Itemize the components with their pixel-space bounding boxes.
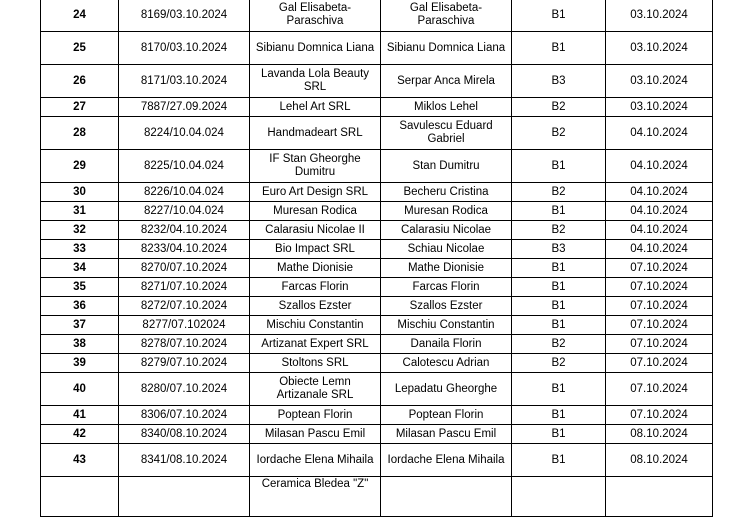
date-cell: 08.10.2024 (606, 425, 713, 444)
category-cell: B1 (512, 0, 606, 32)
date-cell: 04.10.2024 (606, 183, 713, 202)
document-number-cell: 8225/10.04.024 (119, 150, 250, 183)
category-cell: B1 (512, 444, 606, 477)
person-name-cell: Becheru Cristina (381, 183, 512, 202)
category-cell: B1 (512, 406, 606, 425)
category-cell: B1 (512, 150, 606, 183)
date-cell (606, 477, 713, 517)
date-cell: 03.10.2024 (606, 0, 713, 32)
applicant-name-cell: Muresan Rodica (250, 202, 381, 221)
date-cell: 03.10.2024 (606, 65, 713, 98)
person-name-cell (381, 477, 512, 517)
category-cell: B1 (512, 278, 606, 297)
person-name-cell: Calotescu Adrian (381, 354, 512, 373)
category-cell: B1 (512, 32, 606, 65)
document-number-cell: 8232/04.10.2024 (119, 221, 250, 240)
person-name-cell: Lepadatu Gheorghe (381, 373, 512, 406)
table-row (41, 335, 713, 354)
applicant-name-cell: Milasan Pascu Emil (250, 425, 381, 444)
date-cell: 04.10.2024 (606, 150, 713, 183)
category-cell: B2 (512, 335, 606, 354)
person-name-cell: Danaila Florin (381, 335, 512, 354)
applicant-name-cell: Sibianu Domnica Liana (250, 32, 381, 65)
document-number-cell: 8226/10.04.024 (119, 183, 250, 202)
person-name-cell: Serpar Anca Mirela (381, 65, 512, 98)
row-number-cell: 35 (41, 278, 119, 297)
row-number-cell: 42 (41, 425, 119, 444)
date-cell: 07.10.2024 (606, 373, 713, 406)
date-cell: 07.10.2024 (606, 278, 713, 297)
document-number-cell: 8272/07.10.2024 (119, 297, 250, 316)
applicant-name-cell: Gal Elisabeta-Paraschiva (250, 0, 381, 32)
date-cell: 07.10.2024 (606, 259, 713, 278)
row-number-cell: 31 (41, 202, 119, 221)
category-cell: B1 (512, 259, 606, 278)
row-number-cell: 37 (41, 316, 119, 335)
document-number-cell: 8227/10.04.024 (119, 202, 250, 221)
row-number-cell: 32 (41, 221, 119, 240)
document-number-cell: 8277/07.102024 (119, 316, 250, 335)
date-cell: 07.10.2024 (606, 354, 713, 373)
table-row (41, 477, 713, 517)
applicant-name-cell: Poptean Florin (250, 406, 381, 425)
date-cell: 04.10.2024 (606, 202, 713, 221)
table-row (41, 117, 713, 150)
person-name-cell: Stan Dumitru (381, 150, 512, 183)
applicant-name-cell: Szallos Ezster (250, 297, 381, 316)
row-number-cell: 40 (41, 373, 119, 406)
person-name-cell: Calarasiu Nicolae (381, 221, 512, 240)
document-number-cell: 8233/04.10.2024 (119, 240, 250, 259)
row-number-cell: 34 (41, 259, 119, 278)
document-number-cell: 8224/10.04.024 (119, 117, 250, 150)
person-name-cell: Farcas Florin (381, 278, 512, 297)
person-name-cell: Iordache Elena Mihaila (381, 444, 512, 477)
row-number-cell: 33 (41, 240, 119, 259)
table-row (41, 354, 713, 373)
table-row (41, 425, 713, 444)
date-cell: 03.10.2024 (606, 98, 713, 117)
applicant-name-cell: Stoltons SRL (250, 354, 381, 373)
table-row (41, 316, 713, 335)
registry-table-body (41, 0, 713, 517)
category-cell: B1 (512, 373, 606, 406)
document-number-cell: 8170/03.10.2024 (119, 32, 250, 65)
category-cell: B1 (512, 297, 606, 316)
row-number-cell (41, 477, 119, 517)
person-name-cell: Gal Elisabeta-Paraschiva (381, 0, 512, 32)
applicant-name-cell: Ceramica Bledea "Z" (250, 477, 381, 517)
applicant-name-cell: Bio Impact SRL (250, 240, 381, 259)
document-number-cell: 8278/07.10.2024 (119, 335, 250, 354)
person-name-cell: Schiau Nicolae (381, 240, 512, 259)
applicant-name-cell: Iordache Elena Mihaila (250, 444, 381, 477)
category-cell: B3 (512, 240, 606, 259)
document-number-cell: 7887/27.09.2024 (119, 98, 250, 117)
applicant-name-cell: Lavanda Lola Beauty SRL (250, 65, 381, 98)
document-number-cell: 8279/07.10.2024 (119, 354, 250, 373)
row-number-cell: 25 (41, 32, 119, 65)
date-cell: 08.10.2024 (606, 444, 713, 477)
table-row (41, 297, 713, 316)
category-cell: B3 (512, 65, 606, 98)
person-name-cell: Szallos Ezster (381, 297, 512, 316)
applicant-name-cell: Euro Art Design SRL (250, 183, 381, 202)
category-cell (512, 477, 606, 517)
table-row (41, 221, 713, 240)
category-cell: B1 (512, 425, 606, 444)
person-name-cell: Milasan Pascu Emil (381, 425, 512, 444)
row-number-cell: 43 (41, 444, 119, 477)
document-number-cell: 8280/07.10.2024 (119, 373, 250, 406)
person-name-cell: Miklos Lehel (381, 98, 512, 117)
table-row (41, 240, 713, 259)
row-number-cell: 29 (41, 150, 119, 183)
applicant-name-cell: Handmadeart SRL (250, 117, 381, 150)
table-row (41, 98, 713, 117)
category-cell: B2 (512, 221, 606, 240)
row-number-cell: 24 (41, 0, 119, 32)
person-name-cell: Muresan Rodica (381, 202, 512, 221)
applicant-name-cell: Calarasiu Nicolae II (250, 221, 381, 240)
date-cell: 03.10.2024 (606, 32, 713, 65)
date-cell: 04.10.2024 (606, 240, 713, 259)
table-row (41, 259, 713, 278)
date-cell: 04.10.2024 (606, 221, 713, 240)
table-row (41, 202, 713, 221)
applicant-name-cell: Obiecte Lemn Artizanale SRL (250, 373, 381, 406)
person-name-cell: Mathe Dionisie (381, 259, 512, 278)
date-cell: 07.10.2024 (606, 406, 713, 425)
table-row (41, 278, 713, 297)
applicant-name-cell: Mischiu Constantin (250, 316, 381, 335)
person-name-cell: Mischiu Constantin (381, 316, 512, 335)
row-number-cell: 27 (41, 98, 119, 117)
document-number-cell: 8341/08.10.2024 (119, 444, 250, 477)
table-row (41, 32, 713, 65)
category-cell: B1 (512, 316, 606, 335)
applicant-name-cell: IF Stan Gheorghe Dumitru (250, 150, 381, 183)
table-row (41, 0, 713, 32)
date-cell: 07.10.2024 (606, 316, 713, 335)
row-number-cell: 26 (41, 65, 119, 98)
applicant-name-cell: Lehel Art SRL (250, 98, 381, 117)
document-number-cell: 8270/07.10.2024 (119, 259, 250, 278)
table-row (41, 406, 713, 425)
category-cell: B1 (512, 202, 606, 221)
registry-table (40, 0, 713, 517)
date-cell: 07.10.2024 (606, 297, 713, 316)
applicant-name-cell: Artizanat Expert SRL (250, 335, 381, 354)
row-number-cell: 36 (41, 297, 119, 316)
applicant-name-cell: Farcas Florin (250, 278, 381, 297)
document-number-cell: 8340/08.10.2024 (119, 425, 250, 444)
document-number-cell: 8306/07.10.2024 (119, 406, 250, 425)
row-number-cell: 39 (41, 354, 119, 373)
table-row (41, 65, 713, 98)
date-cell: 07.10.2024 (606, 335, 713, 354)
applicant-name-cell: Mathe Dionisie (250, 259, 381, 278)
table-row (41, 150, 713, 183)
category-cell: B2 (512, 183, 606, 202)
document-number-cell (119, 477, 250, 517)
person-name-cell: Sibianu Domnica Liana (381, 32, 512, 65)
row-number-cell: 28 (41, 117, 119, 150)
row-number-cell: 41 (41, 406, 119, 425)
row-number-cell: 30 (41, 183, 119, 202)
table-row (41, 373, 713, 406)
table-row (41, 444, 713, 477)
document-number-cell: 8171/03.10.2024 (119, 65, 250, 98)
person-name-cell: Poptean Florin (381, 406, 512, 425)
category-cell: B2 (512, 354, 606, 373)
table-row (41, 183, 713, 202)
person-name-cell: Savulescu Eduard Gabriel (381, 117, 512, 150)
category-cell: B2 (512, 117, 606, 150)
document-number-cell: 8169/03.10.2024 (119, 0, 250, 32)
date-cell: 04.10.2024 (606, 117, 713, 150)
row-number-cell: 38 (41, 335, 119, 354)
category-cell: B2 (512, 98, 606, 117)
document-number-cell: 8271/07.10.2024 (119, 278, 250, 297)
